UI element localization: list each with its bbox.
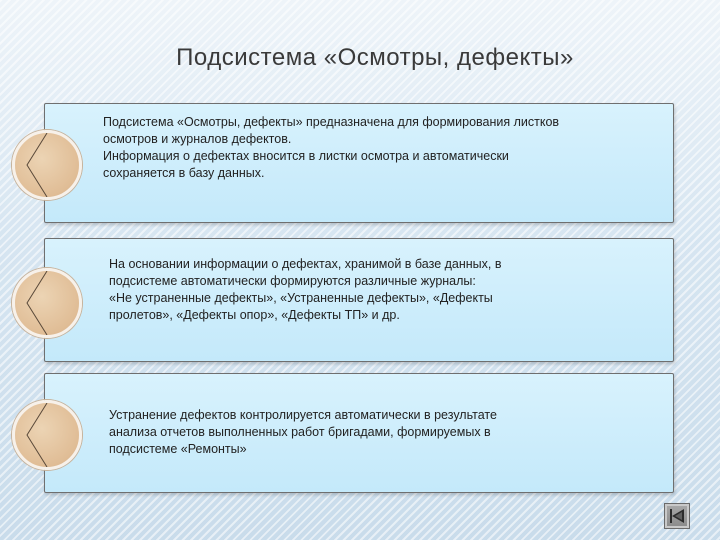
text-line: пролетов», «Дефекты опор», «Дефекты ТП» и др. [109,308,400,322]
content-text-3 [109,407,609,458]
content-box-3 [44,373,674,493]
text-line: сохраняется в базу данных. [103,166,265,180]
content-box-2 [44,238,674,362]
text-line: «Не устраненные дефекты», «Устраненные дефекты», «Дефекты [109,291,493,305]
first-slide-icon[interactable] [664,503,690,529]
content-text-1 [103,114,663,182]
text-line: анализа отчетов выполненных работ бригадами, формируемых в [109,425,491,439]
text-line: Подсистема «Осмотры, дефекты» предназначена для формирования листков [103,115,560,129]
content-text-2 [109,256,649,324]
bullet-circle-icon [12,130,82,200]
text-line: Информация о дефектах вносится в листки осмотра и автоматически [103,149,509,163]
text-line: подсистеме «Ремонты» [109,442,247,456]
slide-title: Подсистема «Осмотры, дефекты» [176,44,574,71]
bullet-circle-icon [12,400,82,470]
bullet-circle-icon [12,268,82,338]
text-line: осмотров и журналов дефектов. [103,132,292,146]
text-line: подсистеме автоматически формируются различные журналы: [109,274,476,288]
text-line: На основании информации о дефектах, хранимой в базе данных, в [109,257,502,271]
content-box-1 [44,103,674,223]
text-line: Устранение дефектов контролируется автоматически в результате [109,408,497,422]
